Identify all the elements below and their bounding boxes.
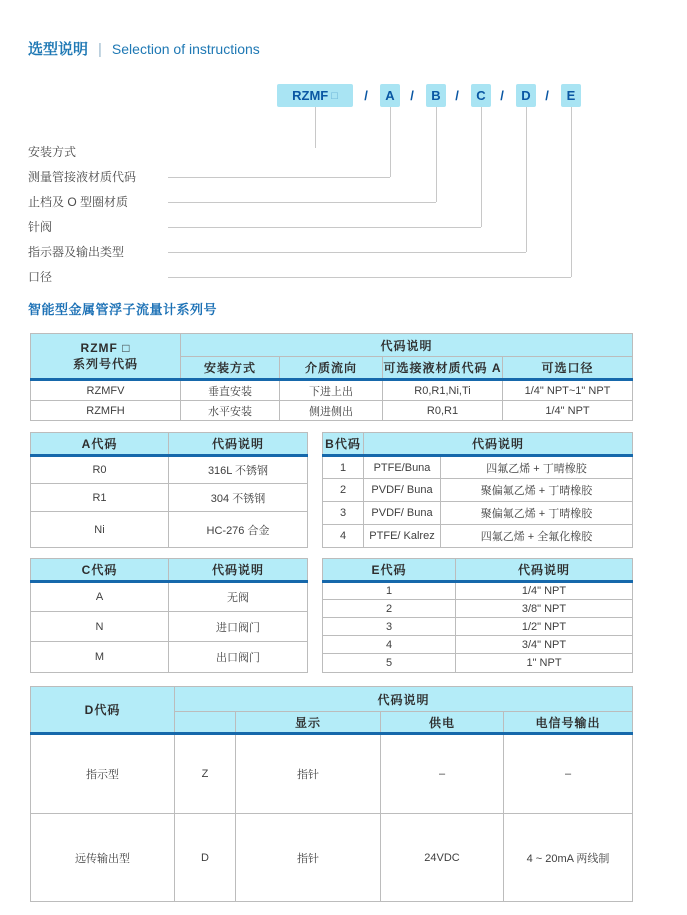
cell: R0,R1,Ni,Ti (383, 380, 503, 401)
cell: Z (175, 734, 236, 814)
d-code-header: D代码 (31, 687, 175, 734)
series-subheader-diameter: 可选口径 (503, 357, 633, 380)
connector-line-d (526, 107, 527, 252)
connector-line-e (571, 107, 572, 277)
table-row (31, 642, 308, 673)
code-segment-e: E (561, 84, 581, 107)
cell: RZMFV (31, 380, 181, 401)
table-header-row (31, 687, 633, 712)
table-header-row (31, 559, 308, 582)
page-title (28, 38, 260, 59)
cell: 2 (323, 600, 456, 618)
code-segment-c: C (471, 84, 491, 107)
cell: A (31, 582, 169, 612)
connector-line-base (315, 107, 316, 148)
cell: 聚偏氟乙烯 + 丁晴橡胶 (441, 479, 633, 502)
series-subheader-install: 安装方式 (181, 357, 280, 380)
cell: N (31, 612, 169, 642)
series-table-corner-cell (31, 334, 181, 380)
cell: 进口阀门 (169, 612, 308, 642)
code-segment-d: D (516, 84, 536, 107)
series-code-table (30, 333, 633, 421)
code-separator: / (455, 88, 459, 103)
table-row (323, 618, 633, 636)
cell: 侧进侧出 (280, 401, 383, 421)
table-row (31, 484, 308, 512)
code-segment-a: A (380, 84, 400, 107)
e-desc-header: 代码说明 (456, 559, 633, 582)
cell: 出口阀门 (169, 642, 308, 673)
connector-line-c-h (168, 227, 481, 228)
cell: 2 (323, 479, 364, 502)
c-desc-header: 代码说明 (169, 559, 308, 582)
code-a-table (30, 432, 308, 548)
code-label-oring-material: 止档及 O 型圈材质 (28, 195, 129, 209)
cell: HC-276 合金 (169, 512, 308, 548)
table-row (31, 582, 308, 612)
table-row (323, 456, 633, 479)
table-row (31, 512, 308, 548)
cell: 3/8" NPT (456, 600, 633, 618)
table-row (323, 600, 633, 618)
cell: 3 (323, 618, 456, 636)
cell: 指针 (236, 734, 381, 814)
table-row (31, 456, 308, 484)
connector-line-d-h (168, 252, 526, 253)
cell: R0,R1 (383, 401, 503, 421)
cell: 4 (323, 636, 456, 654)
cell: Ni (31, 512, 169, 548)
cell: 水平安装 (181, 401, 280, 421)
cell: D (175, 814, 236, 902)
cell: – (381, 734, 504, 814)
cell: 四氟乙烯 + 丁晴橡胶 (441, 456, 633, 479)
a-desc-header: 代码说明 (169, 433, 308, 456)
series-subheader-flow: 介质流向 (280, 357, 383, 380)
code-label-needle-valve: 针阀 (28, 220, 53, 234)
table-row (323, 479, 633, 502)
table-header-row (323, 433, 633, 456)
b-desc-header: 代码说明 (364, 433, 633, 456)
table-row (31, 814, 633, 902)
cell: 304 不锈钢 (169, 484, 308, 512)
d-subheader-power: 供电 (381, 712, 504, 734)
table-row (323, 525, 633, 548)
cell: 1" NPT (456, 654, 633, 673)
e-code-header: E代码 (323, 559, 456, 582)
cell: 4 ~ 20mA 两线制 (504, 814, 633, 902)
page-title-en: Selection of instructions (111, 41, 260, 57)
d-subheader-blank (175, 712, 236, 734)
cell: 无阀 (169, 582, 308, 612)
table-row (323, 636, 633, 654)
section-title: 智能型金属管浮子流量计系列号 (28, 302, 218, 317)
code-label-diameter: 口径 (28, 270, 53, 284)
table-row (323, 502, 633, 525)
d-subheader-display: 显示 (236, 712, 381, 734)
cell: 4 (323, 525, 364, 548)
series-span-header: 代码说明 (181, 334, 633, 357)
code-separator: / (410, 88, 414, 103)
code-label-indicator-output: 指示器及输出类型 (28, 245, 125, 259)
cell: 316L 不锈钢 (169, 456, 308, 484)
cell: 远传输出型 (31, 814, 175, 902)
cell: 1/2" NPT (456, 618, 633, 636)
cell: M (31, 642, 169, 673)
cell: R1 (31, 484, 169, 512)
code-separator: / (500, 88, 504, 103)
connector-line-e-h (168, 277, 571, 278)
cell: PVDF/ Buna (364, 502, 441, 525)
code-separator: / (545, 88, 549, 103)
d-span-header: 代码说明 (175, 687, 633, 712)
cell: R0 (31, 456, 169, 484)
title-divider: | (98, 41, 102, 58)
a-code-header: A代码 (31, 433, 169, 456)
connector-line-b (436, 107, 437, 202)
d-subheader-signal: 电信号输出 (504, 712, 633, 734)
code-e-table (322, 558, 633, 673)
cell: 聚偏氟乙烯 + 丁晴橡胶 (441, 502, 633, 525)
series-code-caption: 系列号代码 (72, 357, 138, 371)
cell: 1/4" NPT~1" NPT (503, 380, 633, 401)
table-row (31, 401, 633, 421)
code-segment-b: B (426, 84, 446, 107)
cell: 24VDC (381, 814, 504, 902)
code-label-installation: 安装方式 (28, 145, 77, 159)
series-subheader-material: 可选接液材质代码 A (383, 357, 503, 380)
cell: 1 (323, 456, 364, 479)
table-row (31, 612, 308, 642)
cell: 指针 (236, 814, 381, 902)
cell: 四氟乙烯 + 全氟化橡胶 (441, 525, 633, 548)
cell: 3 (323, 502, 364, 525)
cell: PTFE/Buna (364, 456, 441, 479)
page-title-zh: 选型说明 (28, 41, 89, 58)
connector-line-c (481, 107, 482, 227)
placeholder-square-icon: □ (331, 89, 338, 102)
cell: – (504, 734, 633, 814)
table-header-row (31, 433, 308, 456)
c-code-header: C代码 (31, 559, 169, 582)
cell: 5 (323, 654, 456, 673)
cell: 指示型 (31, 734, 175, 814)
code-d-table (30, 686, 633, 902)
cell: 下进上出 (280, 380, 383, 401)
cell: 垂直安装 (181, 380, 280, 401)
cell: 1/4" NPT (503, 401, 633, 421)
table-row (323, 582, 633, 600)
table-header-row (31, 334, 633, 357)
cell: PTFE/ Kalrez (364, 525, 441, 548)
cell: 1 (323, 582, 456, 600)
table-row (31, 380, 633, 401)
model-code-base: RZMF (292, 88, 329, 103)
connector-line-b-h (168, 202, 436, 203)
model-code-base-box (277, 84, 353, 107)
code-b-table (322, 432, 633, 548)
b-code-header: B代码 (323, 433, 364, 456)
code-c-table (30, 558, 308, 673)
cell: PVDF/ Buna (364, 479, 441, 502)
series-code-name: RZMF □ (80, 341, 131, 355)
code-separator: / (364, 88, 368, 103)
connector-line-a (390, 107, 391, 177)
cell: 3/4" NPT (456, 636, 633, 654)
table-row (31, 734, 633, 814)
code-label-tube-material: 测量管接液材质代码 (28, 170, 137, 184)
table-header-row (323, 559, 633, 582)
cell: 1/4" NPT (456, 582, 633, 600)
connector-line-a-h (168, 177, 390, 178)
table-row (323, 654, 633, 673)
cell: RZMFH (31, 401, 181, 421)
